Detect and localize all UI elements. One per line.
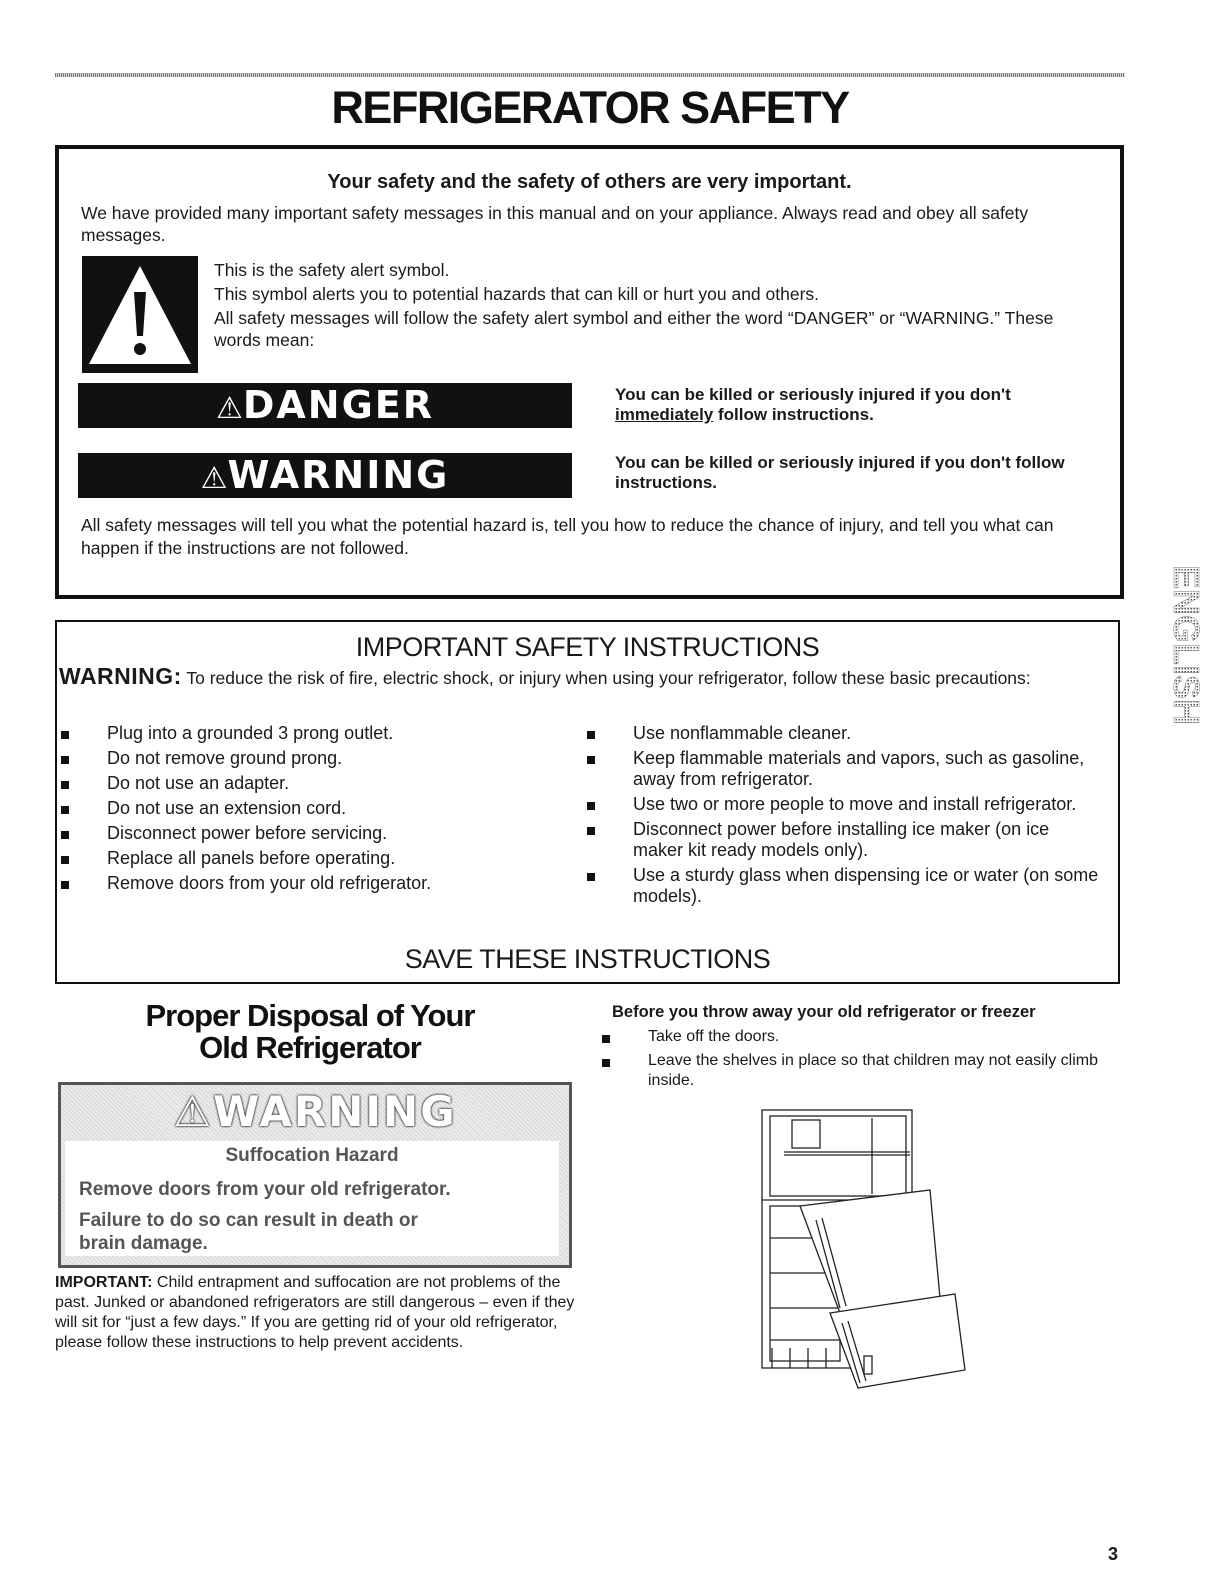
important-text: Child entrapment and suffocation are not problems of the past. Junked or abandoned refrigerators are still dangerous – even if they will sit for “just a few days.” If you are getting rid of your old refrigerator, please follow these instructions to help prevent accidents. (55, 1274, 575, 1351)
symbol-line: This symbol alerts you to potential hazards that can kill or hurt you and others. (214, 284, 820, 304)
danger-banner (78, 383, 572, 428)
warning-text: To reduce the risk of fire, electric shock, or injury when using your refrigerator, follow these basic precautions: (186, 668, 1031, 688)
disposal-title-line: Old Refrigerator (199, 1030, 421, 1065)
alert-triangle-icon: ⚠ (173, 1087, 213, 1136)
safety-alert-icon (82, 256, 198, 373)
list-item: Plug into a grounded 3 prong outlet. (57, 723, 537, 744)
hazard-consequence: Failure to do so can result in death or brain damage. (79, 1210, 418, 1254)
list-item: Use nonflammable cleaner. (583, 723, 1103, 744)
danger-text-emphasis: immediately (615, 405, 714, 424)
list-item: Do not remove ground prong. (57, 748, 537, 769)
safety-intro: We have provided many important safety messages in this manual and on your appliance. Always read and obey all safety messages. (81, 203, 1029, 245)
alert-triangle-icon: ⚠ (200, 461, 228, 496)
list-item: Replace all panels before operating. (57, 848, 537, 869)
important-note (55, 1273, 575, 1353)
before-disposal-heading: Before you throw away your old refrigerator or freezer (612, 1003, 1036, 1021)
warning-word: WARNING: (59, 663, 182, 689)
list-item: Remove doors from your old refrigerator. (57, 873, 537, 894)
list-item: Take off the doors. (598, 1027, 1098, 1047)
hazard-instruction: Remove doors from your old refrigerator. (79, 1179, 451, 1200)
list-item: Do not use an adapter. (57, 773, 537, 794)
list-item: Keep flammable materials and vapors, such as gasoline, away from refrigerator. (583, 748, 1103, 790)
precautions-left-list (57, 723, 537, 898)
page-title: REFRIGERATOR SAFETY (331, 82, 849, 133)
warning-label: WARNING (212, 1087, 457, 1136)
list-item: Use two or more people to move and install refrigerator. (583, 794, 1103, 815)
list-item: Do not use an extension cord. (57, 798, 537, 819)
instructions-warning (59, 663, 1099, 689)
hazard-title: Suffocation Hazard (225, 1145, 399, 1166)
symbol-line: This is the safety alert symbol. (214, 260, 450, 280)
danger-label: DANGER (242, 383, 435, 427)
list-item: Disconnect power before servicing. (57, 823, 537, 844)
safety-lead: Your safety and the safety of others are very important. (327, 171, 852, 193)
top-rule (55, 73, 1125, 77)
page-number: 3 (1108, 1544, 1119, 1564)
important-label: IMPORTANT: (55, 1274, 153, 1291)
suffocation-warning-body (65, 1141, 559, 1256)
warning-label: WARNING (227, 453, 450, 497)
safety-intro-box (55, 145, 1124, 599)
danger-text: You can be killed or seriously injured if you don't (615, 385, 1011, 404)
side-tab-label: ENGLISH (1166, 565, 1207, 726)
important-safety-instructions-box (55, 620, 1120, 984)
instructions-heading: IMPORTANT SAFETY INSTRUCTIONS (355, 632, 820, 662)
suffocation-warning-box (58, 1082, 572, 1268)
language-tab-english (1146, 565, 1207, 735)
disposal-title-line: Proper Disposal of Your (145, 998, 475, 1033)
danger-meaning (615, 385, 1095, 425)
precautions-right-list (583, 723, 1103, 911)
warning-banner (78, 453, 572, 498)
warning-meaning: You can be killed or seriously injured if you don't follow instructions. (615, 453, 1065, 492)
safety-outro: All safety messages will tell you what the potential hazard is, tell you how to reduce the chance of injury, and tell you what can happen if the instructions are not followed. (81, 515, 1054, 558)
list-item: Use a sturdy glass when dispensing ice or water (on some models). (583, 865, 1103, 907)
save-instructions: SAVE THESE INSTRUCTIONS (404, 944, 771, 974)
list-item: Disconnect power before installing ice maker (on ice maker kit ready models only). (583, 819, 1103, 861)
alert-symbol-explanation (214, 259, 1074, 353)
suffocation-warning-banner (61, 1085, 569, 1135)
symbol-line: All safety messages will follow the safety alert symbol and either the word “DANGER” or “WARNING.” These words mean: (214, 308, 1054, 350)
alert-triangle-icon: ⚠ (215, 391, 243, 426)
list-item: Leave the shelves in place so that children may not easily climb inside. (598, 1051, 1098, 1091)
before-disposal-list (598, 1027, 1098, 1095)
danger-text-end: follow instructions. (718, 405, 874, 424)
refrigerator-doors-removed-illustration (760, 1108, 975, 1393)
disposal-title (60, 1000, 560, 1064)
